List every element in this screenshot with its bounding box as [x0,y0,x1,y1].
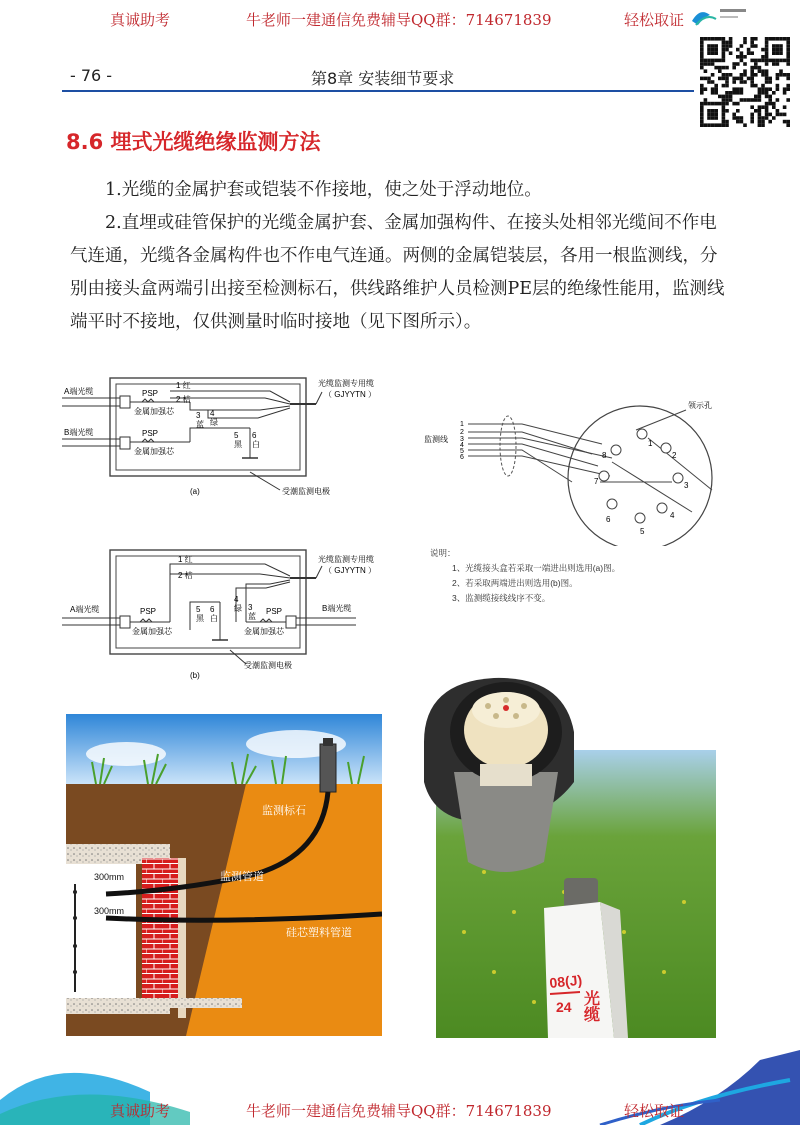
b-cable-label: B端光缆 [64,428,94,437]
diagram-notes [430,546,730,606]
section-title: 8.6 埋式光缆绝缘监测方法 [66,130,321,154]
b-cable-label: B端光缆 [322,604,352,613]
silicon-pipe-label: 硅芯塑料管道 [286,927,352,939]
line-number: 4 [460,442,464,449]
footer-right: 轻松取证 [624,1102,685,1120]
line-number: 5 [460,448,464,455]
wire-3-label: 3 蓝 [196,411,204,429]
footer-left: 真诚助考 [110,1102,171,1120]
note-item: 3、监测缆接线线序不变。 [452,593,551,603]
psp-label: PSP [142,389,159,398]
note-item: 1、光缆接头盒若采取一端进出则选用(a)图。 [452,563,621,573]
wire-3-label: 3 蓝 [248,603,256,621]
dimension-label: 300mm [94,872,125,882]
wire-4-label: 4 绿 [234,595,242,613]
core-label: 金属加强芯 [244,627,284,636]
chapter-title: 第8章 安装细节要求 [311,69,455,88]
monitor-cable-model: （ GJYYTN ） [324,390,377,399]
wire-1-label: 1 红 [176,381,191,390]
psp-label: PSP [142,429,159,438]
wire-2-label: 2 桔 [178,571,193,580]
wire-1-label: 1 红 [178,555,193,564]
paragraph-1: 1.光缆的金属护套或铠装不作接地，使之处于浮动地位。 [105,180,542,200]
electrode-label: 受潮监测电极 [244,661,292,670]
line-number: 3 [460,436,464,443]
electrode-label: 受潮监测电极 [282,487,330,496]
post-code-top: 08(J) [548,971,583,991]
pin-6 [606,499,617,524]
marker-stone-label: 监测标石 [262,805,306,817]
wire-2-label: 2 桔 [176,395,191,404]
wiring-diagram-b [60,540,420,690]
line-number: 2 [460,429,464,436]
connector-pinout-diagram [422,386,742,546]
a-cable-label: A端光缆 [70,605,100,614]
pin-4 [657,503,675,520]
marker-post-photo [424,672,716,1038]
note-item: 2、若采取两端进出则选用(b)图。 [452,578,578,588]
svg-text:5: 5 [640,527,645,536]
footer-center: 牛老师一建通信免费辅导QQ群：714671839 [246,1102,552,1120]
svg-text:8: 8 [602,451,607,460]
banner-left: 真诚助考 [110,11,171,29]
diagram-a-tag: (a) [190,487,200,496]
monitor-wire-label: 监测线 [424,435,448,444]
pin-2 [661,443,677,460]
banner-center: 牛老师一建通信免费辅导QQ群：714671839 [246,11,552,29]
svg-text:3: 3 [684,481,689,490]
core-label: 金属加强芯 [132,627,172,636]
page-number: - 76 - [70,66,113,85]
dimension-label: 300mm [94,906,125,916]
wire-5-label: 5 黑 [234,431,242,449]
svg-text:4: 4 [670,511,675,520]
diagram-b-tag: (b) [190,671,200,680]
burial-cross-section [66,714,382,1036]
wave-logo-icon [690,3,748,29]
post-cable-label: 光缆 [581,990,599,1022]
section-body [70,174,730,339]
svg-text:7: 7 [594,477,599,486]
wire-6-label: 6 白 [210,605,218,623]
wiring-diagram-a [60,362,420,512]
pin-1 [637,429,653,448]
svg-text:2: 2 [672,451,677,460]
pin-5 [635,513,645,536]
monitor-cable-model: （ GJYYTN ） [324,566,377,575]
core-label: 金属加强芯 [134,447,174,456]
core-label: 金属加强芯 [134,407,174,416]
psp-label: PSP [266,607,283,616]
qr-code-icon [698,36,793,128]
line-number: 6 [460,454,464,461]
wire-4-label: 4 绿 [210,409,218,427]
header-rule [62,90,694,92]
monitor-cable-label: 光缆监测专用缆 [318,555,374,564]
monitor-pipe-label: 监测管道 [220,871,264,883]
paragraph-2: 2.直埋或硅管保护的光缆金属护套、金属加强构件、在接头处相邻光缆间不作电气连通，光缆各金属构件也不作电气连通。两侧的金属铠装层，各用一根监测线，分别由接头盒两端引出接至检测标石，供线路维护人员检测PE层的绝缘性能用，监测线端平时不接地，仅供测量时临时接地（见下图所示）。 [70,213,725,332]
post-code-bottom: 24 [556,999,572,1015]
pin-3 [673,473,689,490]
psp-label: PSP [140,607,157,616]
line-number: 1 [460,421,464,428]
a-cable-label: A端光缆 [64,387,94,396]
banner-right: 轻松取证 [624,11,685,29]
svg-text:6: 6 [606,515,611,524]
wire-5-label: 5 黑 [196,605,204,623]
monitor-cable-label: 光缆监测专用缆 [318,379,374,388]
notes-heading: 说明： [430,548,456,558]
guide-hole-label: 领示孔 [688,401,712,410]
wire-6-label: 6 白 [252,431,260,449]
svg-text:1: 1 [648,439,653,448]
